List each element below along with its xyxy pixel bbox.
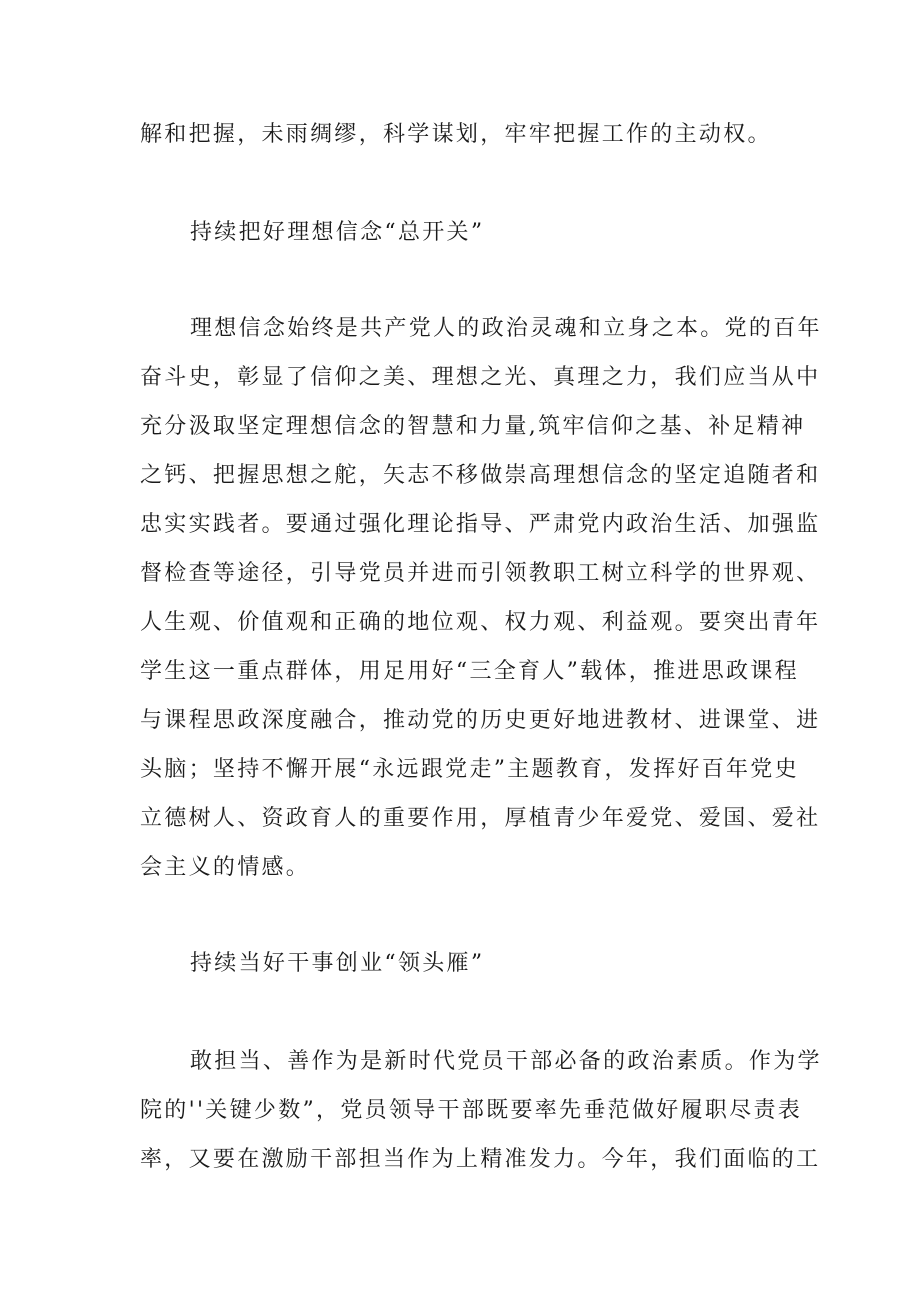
paragraph-line: 会主义的情感。 bbox=[140, 855, 311, 880]
paragraph-line: 奋斗史，彰显了信仰之美、理想之光、真理之力，我们应当从中 bbox=[140, 365, 821, 390]
paragraph-line: 忠实实践者。要通过强化理论指导、严肃党内政治生活、加强监 bbox=[140, 512, 821, 537]
paragraph-line: 头脑；坚持不懈开展“永远跟党走”主题教育，发挥好百年党史 bbox=[140, 757, 799, 782]
paragraph-line: 解和把握，未雨绸缪，科学谋划，牢牢把握工作的主动权。 bbox=[140, 122, 772, 147]
paragraph-line: 与课程思政深度融合，推动党的历史更好地进教材、进课堂、进 bbox=[140, 708, 821, 733]
paragraph-line: 院的''关键少数”，党员领导干部既要率先垂范做好履职尽责表 bbox=[140, 1098, 803, 1123]
paragraph-line: 立德树人、资政育人的重要作用，厚植青少年爱党、爱国、爱社 bbox=[140, 806, 821, 831]
section-heading-leaders: 持续当好干事创业“领头雁” bbox=[190, 951, 485, 976]
paragraph-line: 率，又要在激励干部担当作为上精准发力。今年，我们面临的工 bbox=[140, 1147, 821, 1172]
paragraph-line: 之钙、把握思想之舵，矢志不移做崇高理想信念的坚定追随者和 bbox=[140, 463, 821, 488]
paragraph-line: 学生这一重点群体，用足用好“三全育人”载体，推进思政课程 bbox=[140, 659, 799, 684]
section-heading-ideals: 持续把好理想信念“总开关” bbox=[190, 220, 485, 245]
paragraph-line: 督检查等途径，引导党员并进而引领教职工树立科学的世界观、 bbox=[140, 561, 821, 586]
paragraph-line: 敢担当、善作为是新时代党员干部必备的政治素质。作为学 bbox=[190, 1049, 822, 1074]
paragraph-line: 充分汲取坚定理想信念的智慧和力量,筑牢信仰之基、补足精神 bbox=[140, 414, 806, 439]
paragraph-line: 理想信念始终是共产党人的政治灵魂和立身之本。党的百年 bbox=[190, 316, 822, 341]
paragraph-line: 人生观、价值观和正确的地位观、权力观、利益观。要突出青年 bbox=[140, 610, 821, 635]
